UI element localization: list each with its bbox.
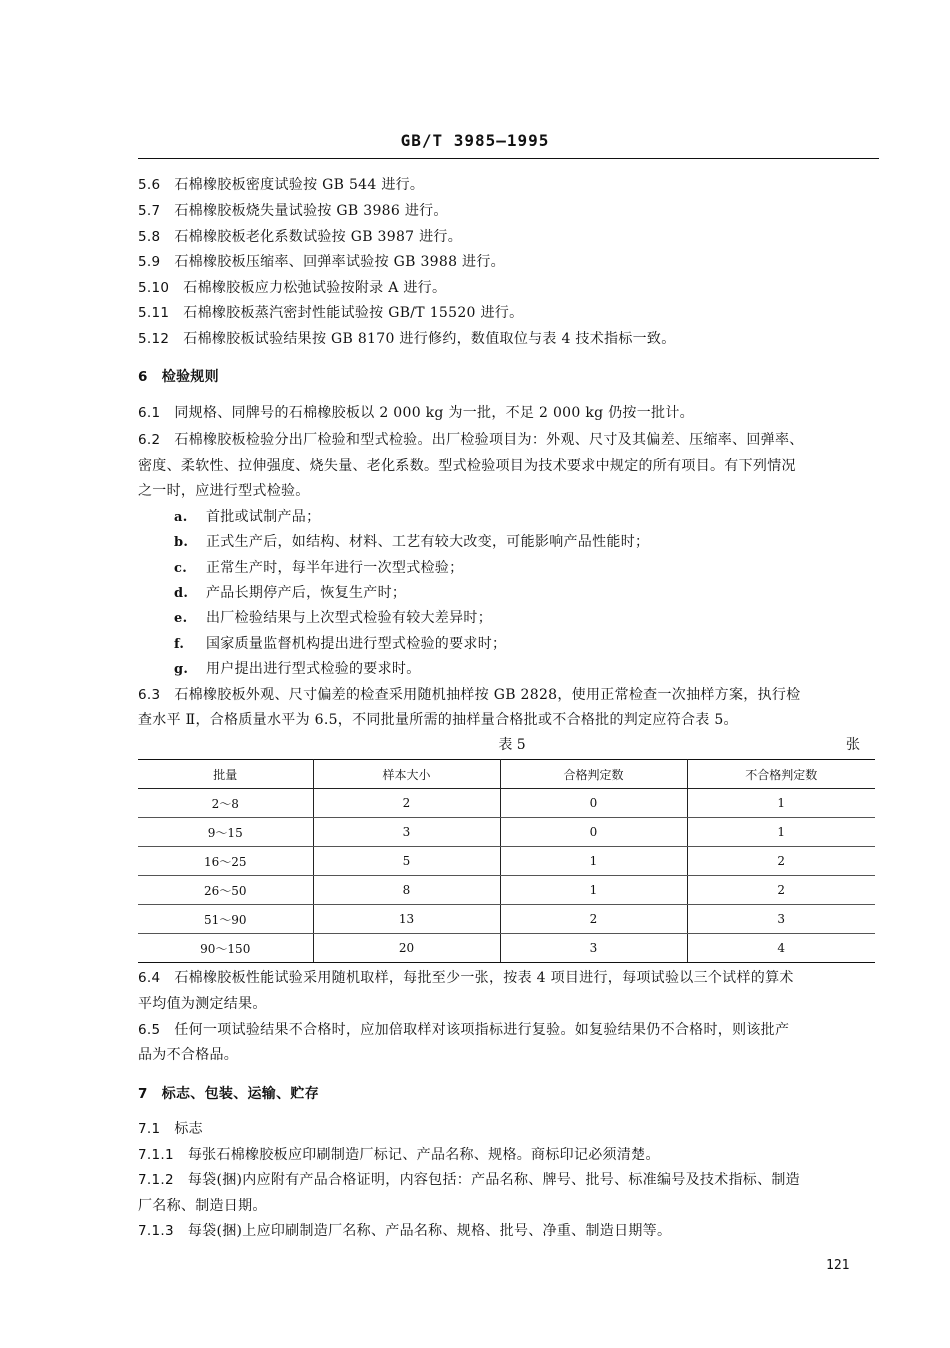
clause-5-12 <box>138 330 883 348</box>
clause-6-5-line1 <box>138 1021 883 1039</box>
table-cell: 1 <box>500 847 687 876</box>
clause-6-2-line2: 密度、柔软性、拉伸强度、烧失量、老化系数。型式检验项目为技术要求中规定的所有项目。有下列情况 <box>138 458 796 474</box>
table-cell: 3 <box>500 934 687 963</box>
clause-7-1 <box>138 1120 883 1138</box>
item-text: 用户提出进行型式检验的要求时。 <box>206 661 421 677</box>
table-row <box>138 905 875 934</box>
column-header: 样本大小 <box>313 760 500 789</box>
table-header-row <box>138 760 875 789</box>
table-unit: 张 <box>846 737 860 753</box>
clause-number: 7.1.2 <box>138 1172 174 1188</box>
clause-text: 石棉橡胶板外观、尺寸偏差的检查采用随机抽样按 GB 2828，使用正常检查一次抽样方案，执行检 <box>174 687 801 703</box>
clause-number: 6.1 <box>138 405 161 421</box>
clause-text: 每张石棉橡胶板应印刷制造厂标记、产品名称、规格。商标印记必须清楚。 <box>187 1147 660 1163</box>
clause-text: 石棉橡胶板性能试验采用随机取样，每批至少一张，按表 4 项目进行，每项试验以三个试样的算术 <box>174 970 794 986</box>
table-cell: 2 <box>687 876 875 905</box>
clause-6-1 <box>138 404 883 422</box>
clause-number: 5.12 <box>138 331 170 347</box>
clause-text: 石棉橡胶板试验结果按 GB 8170 进行修约，数值取位与表 4 技术指标一致。 <box>183 331 676 347</box>
clause-6-4-line2: 平均值为测定结果。 <box>138 996 267 1012</box>
clause-6-2-line3: 之一时，应进行型式检验。 <box>138 483 310 499</box>
item-text: 出厂检验结果与上次型式检验有较大差异时； <box>206 610 492 626</box>
table-cell: 26～50 <box>138 876 313 905</box>
table-cell: 0 <box>500 789 687 818</box>
list-item-f <box>174 635 919 654</box>
list-item-e <box>174 609 919 628</box>
clause-text: 石棉橡胶板应力松弛试验按附录 A 进行。 <box>183 280 447 296</box>
clause-number: 7.1.1 <box>138 1147 174 1163</box>
clause-text: 同规格、同牌号的石棉橡胶板以 2 000 kg 为一批，不足 2 000 kg 仍按一批计。 <box>174 405 694 421</box>
clause-number: 7.1.3 <box>138 1223 174 1239</box>
list-item-c <box>174 559 919 578</box>
clause-6-5-line2: 品为不合格品。 <box>138 1047 239 1063</box>
clause-number: 5.7 <box>138 203 161 219</box>
item-text: 国家质量监督机构提出进行型式检验的要求时； <box>206 636 507 652</box>
clause-number: 5.8 <box>138 229 161 245</box>
item-letter: b. <box>174 535 189 550</box>
section-7-heading <box>138 1085 883 1103</box>
clause-text: 石棉橡胶板蒸汽密封性能试验按 GB/T 15520 进行。 <box>183 305 524 321</box>
table-cell: 5 <box>313 847 500 876</box>
clause-number: 6.2 <box>138 432 161 448</box>
section-6-heading <box>138 368 883 386</box>
list-item-g <box>174 660 919 679</box>
table-cell: 1 <box>687 818 875 847</box>
clause-number: 5.9 <box>138 254 161 270</box>
table-cell: 1 <box>687 789 875 818</box>
clause-text: 石棉橡胶板烧失量试验按 GB 3986 进行。 <box>174 203 448 219</box>
item-letter: f. <box>174 637 185 652</box>
clause-number: 6.5 <box>138 1022 161 1038</box>
clause-number: 7.1 <box>138 1121 161 1137</box>
clause-6-2-line1 <box>138 431 883 449</box>
table-cell: 16～25 <box>138 847 313 876</box>
clause-6-3-line1 <box>138 686 883 704</box>
table-cell: 2～8 <box>138 789 313 818</box>
header-rule <box>138 158 879 159</box>
column-header: 不合格判定数 <box>687 760 875 789</box>
table-cell: 51～90 <box>138 905 313 934</box>
section-number: 6 <box>138 369 148 385</box>
table-cell: 20 <box>313 934 500 963</box>
table-row <box>138 876 875 905</box>
item-letter: g. <box>174 662 189 677</box>
clause-7-1-1 <box>138 1146 883 1164</box>
item-letter: d. <box>174 586 189 601</box>
table-row <box>138 789 875 818</box>
list-item-a <box>174 508 919 527</box>
clause-5-7 <box>138 202 883 220</box>
clause-text: 任何一项试验结果不合格时，应加倍取样对该项指标进行复验。如复验结果仍不合格时，则该批产 <box>174 1022 790 1038</box>
clause-5-9 <box>138 253 883 271</box>
clause-text: 每袋(捆)内应附有产品合格证明，内容包括：产品名称、牌号、批号、标准编号及技术指标、制造 <box>187 1172 800 1188</box>
clause-5-8 <box>138 228 883 246</box>
clause-text: 石棉橡胶板压缩率、回弹率试验按 GB 3988 进行。 <box>174 254 505 270</box>
table-cell: 8 <box>313 876 500 905</box>
clause-number: 5.10 <box>138 280 170 296</box>
standard-code-header: GB/T 3985—1995 <box>400 131 550 150</box>
clause-number: 5.11 <box>138 305 170 321</box>
clause-number: 5.6 <box>138 177 161 193</box>
clause-text: 标志 <box>174 1121 203 1137</box>
clause-number: 6.4 <box>138 970 161 986</box>
table-caption: 表 5 <box>498 737 526 753</box>
table-row <box>138 934 875 963</box>
clause-5-6 <box>138 176 883 194</box>
item-text: 产品长期停产后，恢复生产时； <box>206 585 407 601</box>
table-cell: 13 <box>313 905 500 934</box>
item-letter: a. <box>174 510 188 525</box>
clause-7-1-3 <box>138 1222 883 1240</box>
table-cell: 3 <box>687 905 875 934</box>
clause-7-1-2-line1 <box>138 1171 883 1189</box>
table-cell: 4 <box>687 934 875 963</box>
table-cell: 90～150 <box>138 934 313 963</box>
sampling-table <box>138 759 875 963</box>
clause-number: 6.3 <box>138 687 161 703</box>
table-cell: 2 <box>313 789 500 818</box>
item-text: 正常生产时，每半年进行一次型式检验； <box>206 560 464 576</box>
clause-text: 石棉橡胶板密度试验按 GB 544 进行。 <box>174 177 425 193</box>
section-title: 标志、包装、运输、贮存 <box>161 1086 320 1102</box>
clause-text: 石棉橡胶板老化系数试验按 GB 3987 进行。 <box>174 229 463 245</box>
table-cell: 1 <box>500 876 687 905</box>
page-number: 121 <box>826 1258 850 1273</box>
item-letter: c. <box>174 561 188 576</box>
clause-6-4-line1 <box>138 969 883 987</box>
clause-text: 每袋(捆)上应印刷制造厂名称、产品名称、规格、批号、净重、制造日期等。 <box>187 1223 672 1239</box>
item-text: 正式生产后，如结构、材料、工艺有较大改变，可能影响产品性能时； <box>206 534 650 550</box>
clause-6-3-line2: 查水平 Ⅱ，合格质量水平为 6.5，不同批量所需的抽样量合格批或不合格批的判定应符合表 5。 <box>138 712 738 728</box>
table-row <box>138 818 875 847</box>
section-title: 检验规则 <box>161 369 219 385</box>
list-item-b <box>174 533 919 552</box>
item-letter: e. <box>174 611 188 626</box>
clause-5-10 <box>138 279 883 297</box>
section-number: 7 <box>138 1086 148 1102</box>
table-cell: 9～15 <box>138 818 313 847</box>
column-header: 批量 <box>138 760 313 789</box>
list-item-d <box>174 584 919 603</box>
table-cell: 0 <box>500 818 687 847</box>
column-header: 合格判定数 <box>500 760 687 789</box>
table-cell: 3 <box>313 818 500 847</box>
clause-text: 石棉橡胶板检验分出厂检验和型式检验。出厂检验项目为：外观、尺寸及其偏差、压缩率、回弹率、 <box>174 432 804 448</box>
clause-5-11 <box>138 304 883 322</box>
clause-7-1-2-line2: 厂名称、制造日期。 <box>138 1198 267 1214</box>
table-row <box>138 847 875 876</box>
item-text: 首批或试制产品； <box>206 509 321 525</box>
table-cell: 2 <box>687 847 875 876</box>
table-cell: 2 <box>500 905 687 934</box>
